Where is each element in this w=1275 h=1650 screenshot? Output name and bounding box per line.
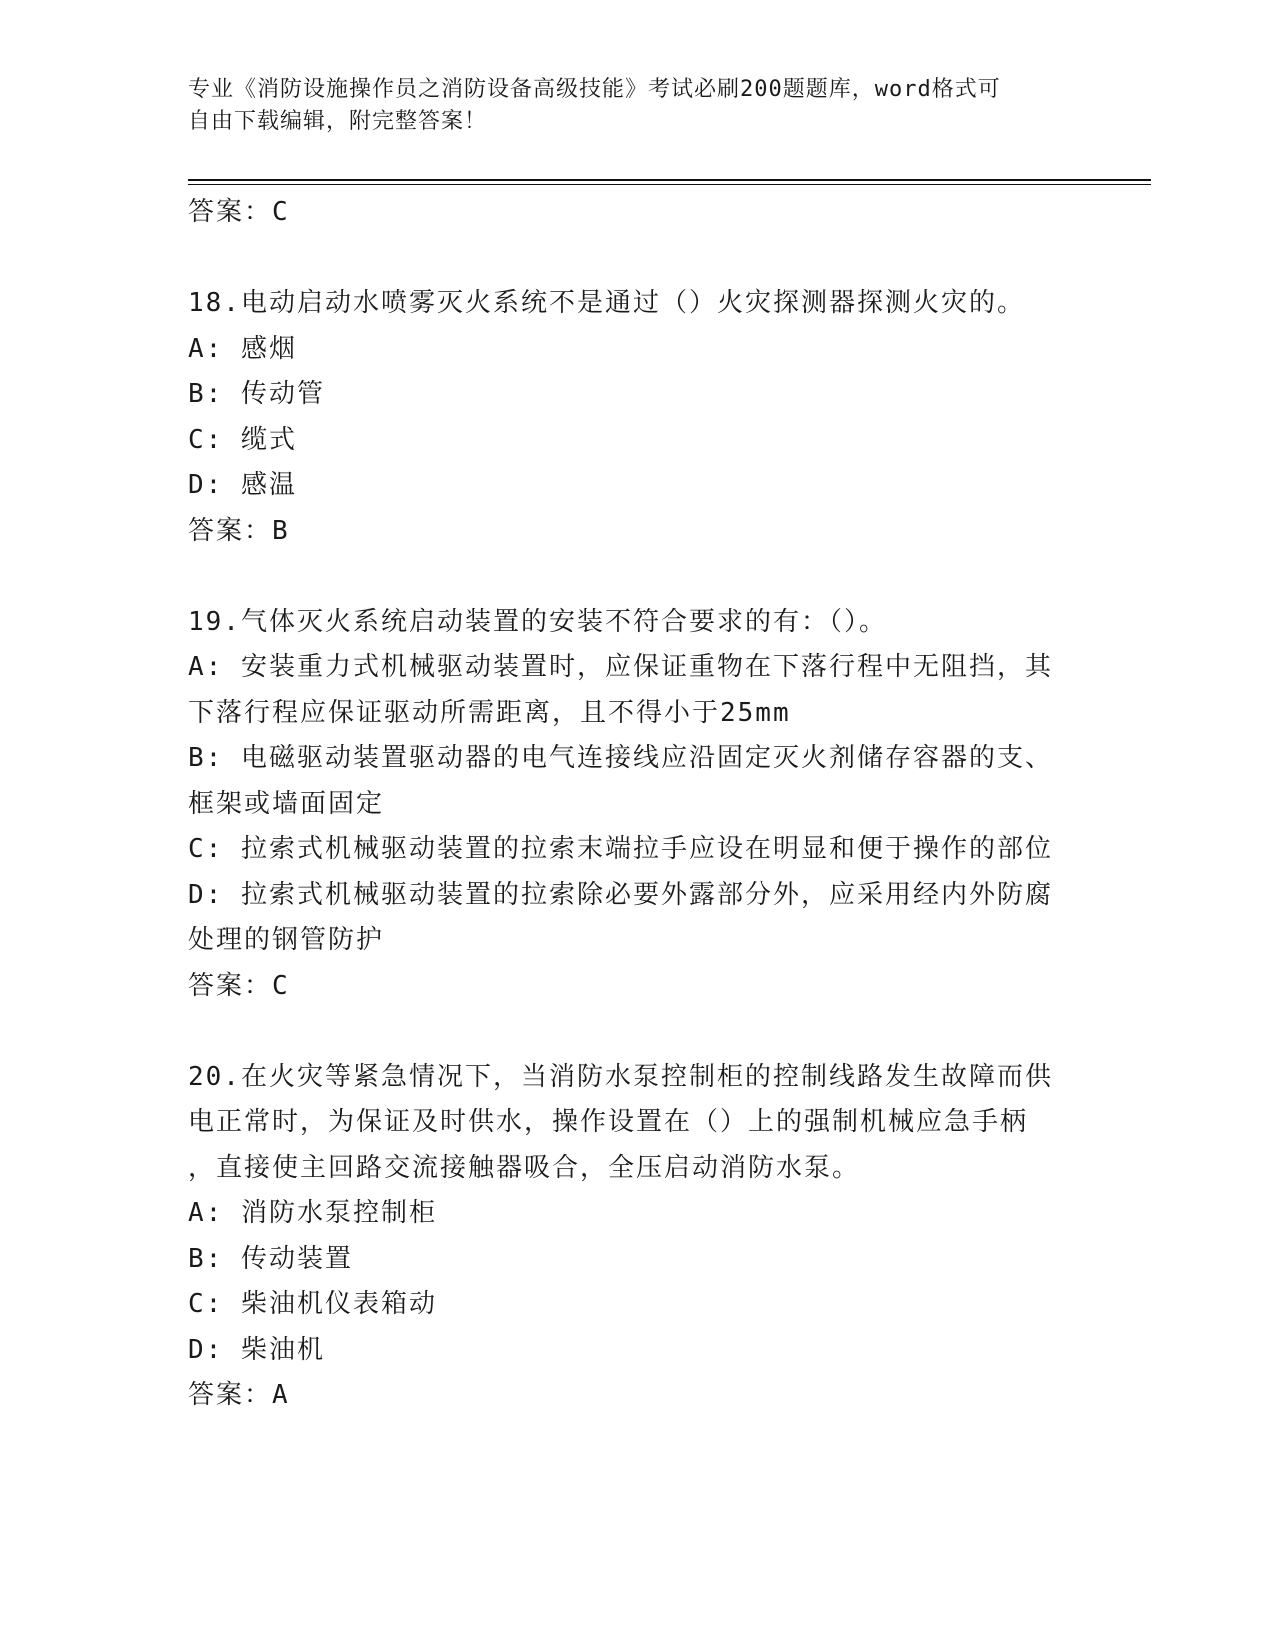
answer-line: 答案：C: [188, 197, 290, 227]
question-stem-continued: 电正常时，为保证及时供水，操作设置在（）上的强制机械应急手柄: [188, 1107, 1029, 1137]
header-rule-thin: [188, 184, 1151, 185]
question-list: [188, 190, 1088, 1419]
document-header: [188, 74, 1068, 138]
question-stem: 20.在火灾等紧急情况下，当消防水泵控制柜的控制线路发生故障而供: [188, 1061, 1053, 1092]
answer-line: 答案：C: [188, 970, 290, 1001]
answer-line: 答案：A: [188, 1380, 290, 1410]
question-block: [188, 600, 1088, 1010]
option-a: A: 感烟: [188, 333, 297, 364]
answer-line: 答案：B: [188, 515, 290, 546]
option-d-continued: 处理的钢管防护: [188, 925, 385, 955]
question-stem-continued: ，直接使主回路交流接触器吸合，全压启动消防水泵。: [188, 1152, 861, 1183]
option-b: B: 电磁驱动装置驱动器的电气连接线应沿固定灭火剂储存容器的支、: [188, 743, 1053, 773]
option-b: B: 传动管: [188, 379, 325, 409]
question-stem: 19.气体灭火系统启动装置的安装不符合要求的有：（）。: [188, 606, 887, 637]
option-b-continued: 框架或墙面固定: [188, 788, 385, 819]
option-c: C: 柴油机仪表箱动: [188, 1289, 437, 1319]
header-line-1: 专业《消防设施操作员之消防设备高级技能》考试必刷200题题库，word格式可: [188, 77, 1001, 102]
question-block: [188, 1055, 1088, 1419]
option-d: D: 拉索式机械驱动装置的拉索除必要外露部分外，应采用经内外防腐: [188, 879, 1053, 910]
header-line-2: 自由下载编辑，附完整答案！: [188, 109, 488, 134]
option-c: C: 缆式: [188, 424, 297, 455]
option-b: B: 传动装置: [188, 1243, 353, 1274]
question-stem: 18.电动启动水喷雾灭火系统不是通过（）火灾探测器探测火灾的。: [188, 288, 1025, 318]
option-a: A: 消防水泵控制柜: [188, 1198, 437, 1228]
option-d: D: 感温: [188, 470, 297, 500]
header-rule-thick: [188, 179, 1151, 181]
option-d: D: 柴油机: [188, 1334, 325, 1365]
option-a-continued: 下落行程应保证驱动所需距离，且不得小于25mm: [188, 697, 791, 728]
question-block: [188, 281, 1088, 554]
option-c: C: 拉索式机械驱动装置的拉索末端拉手应设在明显和便于操作的部位: [188, 834, 1053, 864]
option-a: A: 安装重力式机械驱动装置时，应保证重物在下落行程中无阻挡，其: [188, 652, 1053, 682]
